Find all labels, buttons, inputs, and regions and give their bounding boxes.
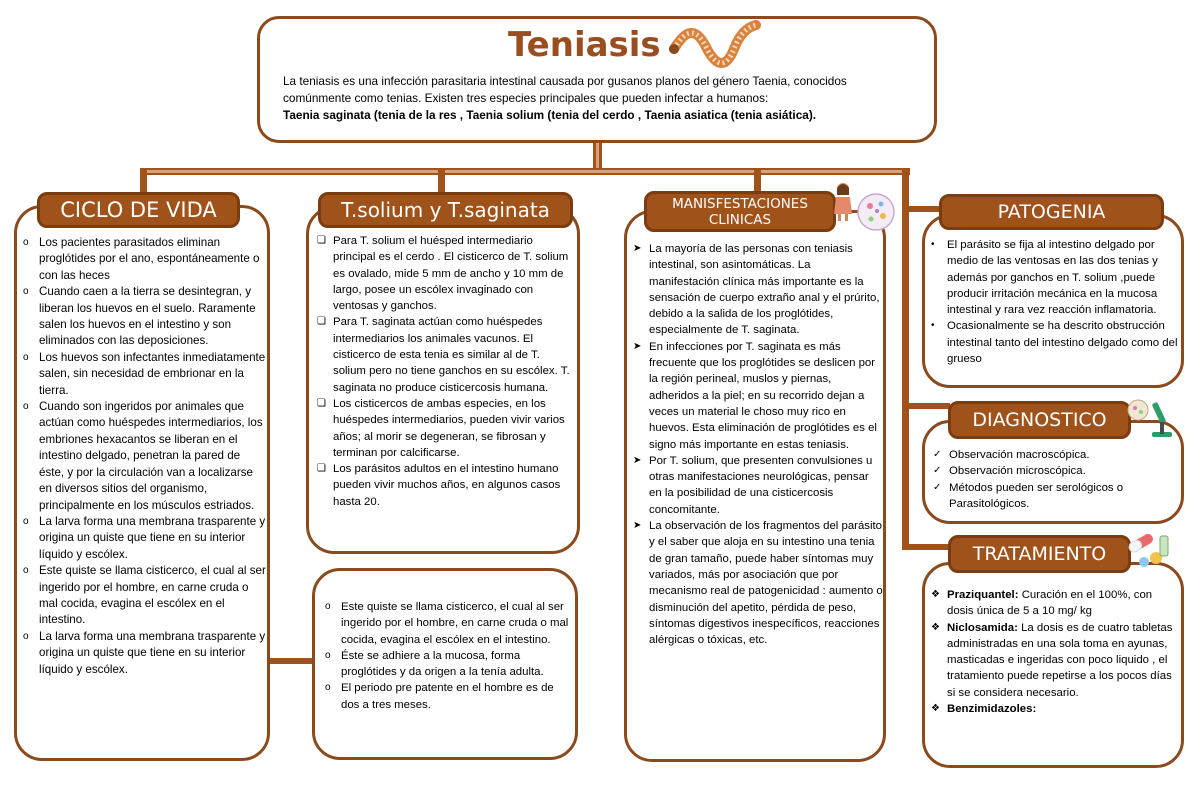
trat-box: [922, 562, 1184, 768]
ciclo-sub-link: [268, 658, 314, 664]
list-item: o El periodo pre patente en el hombre es de dos a tres meses.: [325, 682, 554, 711]
diag-list: [933, 447, 1177, 512]
drop-pato: [902, 206, 940, 212]
list-item: • Ocasionalmente se ha descrito obstrucción intestinal tanto del intestino delgado como del grueso: [931, 320, 1178, 366]
pato-header: PATOGENIA: [939, 194, 1164, 230]
list-item: ❏ Para T. saginata actúan como huéspedes intermediarios los animales vacunos. El cisticerco de esta tenia es similar al de T. solium pero no tiene ganchos en su escólex. T. saginata no produce cisticercosis humana.: [317, 316, 570, 394]
drop-right: [902, 168, 909, 550]
list-item: ❏ Los parásitos adultos en el intestino humano pueden vivir muchos años, en algunos casos hasta 20.: [317, 463, 561, 508]
patient-icon: [830, 182, 856, 222]
list-item: ➤ En infecciones por T. saginata es más frecuente que los proglótides se deslicen por la región perineal, muslos y piernas, adheridos a la piel; en su recorrido dejan a veces un material le choso muy rico en huevos. Esta eliminación de proglótides es el signo más importante en estas teniasis.: [633, 340, 877, 451]
list-item: o La larva forma una membrana trasparente y origina un quiste que tiene en su interior líquido y escólex.: [23, 514, 266, 561]
intro-line-2: comúnmente como tenias. Existen tres especies principales que pueden infectar a humanos:: [283, 91, 769, 105]
list-item: o Este quiste se llama cisticerco, el cual al ser ingerido por el hombre, en carne cruda o mal cocida, evagina el escólex en el intestino.: [23, 564, 266, 627]
solium-box: [306, 206, 580, 554]
ciclo-list: [23, 235, 267, 678]
intro-line-1: La teniasis es una infección parasitaria intestinal causada por gusanos planos del género Taenia, conocidos: [283, 74, 847, 88]
list-item: o Los pacientes parasitados eliminan proglótides por el ano, espontáneamente o con las heces: [23, 236, 260, 282]
list-item: • El parásito se fija al intestino delgado por medio de las ventosas en las dos tenias y además por ganchos en T. solium ,puede producir irritación mecánica en la mucosa intestinal y rara vez reacción inflamatoria.: [931, 239, 1158, 317]
drop-trat: [902, 544, 950, 550]
tapeworm-icon: [666, 19, 761, 79]
list-item: ❏ Los cisticercos de ambas especies, en los huéspedes intermediarios, pueden vivir varios años; al morir se degeneran, se fibrosan y terminan por calcificarse.: [317, 397, 565, 459]
list-item: ❖ Benzimidazoles:: [931, 703, 1037, 716]
pato-box: [922, 214, 1184, 388]
list-item: o Este quiste se llama cisticerco, el cual al ser ingerido por el hombre, en carne cruda o mal cocida, evagina el escólex en el intestino.: [325, 601, 569, 646]
list-item: o Los huevos son infectantes inmediatamente salen, sin necesidad de embrionar en la tierra.: [23, 350, 266, 397]
drop-solium: [438, 168, 445, 194]
branch-highlight: [143, 170, 907, 173]
list-item: o La larva forma una membrana trasparente y origina un quiste que tiene en su interior líquido y escólex.: [23, 629, 266, 676]
list-item: ➤ La mayoría de las personas con teniasis intestinal, son asintomáticas. La manifestación clínica más importante es la sensación de cuerpo extraño anal y el prúrito, debido a la salida de los proglótides, especialmente de T. saginata.: [633, 243, 880, 337]
list-item: ✓ Observación microscópica.: [933, 465, 1086, 478]
intro-box: [257, 16, 937, 143]
manif-list: [633, 241, 883, 648]
solium-sub-list: [325, 599, 569, 713]
solium-list: [317, 233, 575, 510]
species-line: Taenia saginata (tenia de la res , Taenia solium (tenia del cerdo , Taenia asiatica (tenia asiática).: [283, 108, 817, 122]
pills-icon: [1124, 528, 1174, 574]
microscope-icon: [1126, 398, 1176, 444]
manif-box: [624, 210, 886, 762]
ciclo-box: [14, 205, 270, 761]
bacteria-icon: [856, 192, 896, 232]
solium-header: T.solium y T.saginata: [318, 192, 573, 228]
trat-list: [931, 587, 1181, 717]
drop-manif: [754, 168, 761, 192]
list-item: ➤ La observación de los fragmentos del parásito y el saber que aloja en su intestino una tenia de gran tamaño, puede haber síntomas muy variados, más por asociación que por mecanismo real de patogenicidad : aumento o disminución del apetito, pérdida de peso, síntomas digestivos inespecíficos, reacciones alérgicas o tóxicas, etc.: [633, 520, 883, 647]
list-item: ❖ Praziquantel: Curación en el 100%, con dosis única de 5 a 10 mg/ kg: [931, 589, 1153, 618]
list-item: o Cuando son ingeridos por animales que actúan como huéspedes intermediarios, los embriones hexacantos se liberan en el intestino delgado, penetran la pared de éste, y por la circulación van a localizarse en diversos sitios del organismo, principalmente en los músculos estriados.: [23, 400, 263, 512]
pato-list: [931, 237, 1181, 367]
ciclo-header: CICLO DE VIDA: [37, 192, 240, 228]
list-item: ❏ Para T. solium el huésped intermediario principal es el cerdo . El cisticerco de T. solium es ovalado, mide 5 mm de ancho y 10 mm de largo, posee un escólex invaginado con ventosas y ganchos.: [317, 235, 569, 313]
page-title: Teniasis: [508, 25, 661, 65]
list-item: o Cuando caen a la tierra se desintegran, y liberan los huevos en el suelo. Raramente salen los huevos en el intestino y son eliminados con las deposiciones.: [23, 285, 256, 348]
drop-diag: [902, 403, 950, 409]
solium-sub-box: [312, 568, 578, 760]
list-item: ✓ Métodos pueden ser serológicos o Parasitológicos.: [933, 481, 1124, 510]
list-item: o Éste se adhiere a la mucosa, forma proglótides y da origen a la tenía adulta.: [325, 649, 544, 679]
diag-header: DIAGNOSTICO: [948, 401, 1131, 439]
list-item: ➤ Por T. solium, que presenten convulsiones u otras manifestaciones neurológicas, pensar en la posibilidad de una cisticercosis concomitante.: [633, 454, 873, 516]
list-item: ❖ Niclosamida: La dosis es de cuatro tabletas administradas en una sola toma en ayunas, masticadas e ingeridas con poco liquido , el tratamiento puede repetirse a los pocos días si se considera necesario.: [931, 621, 1173, 699]
list-item: ✓ Observación macroscópica.: [933, 449, 1090, 461]
trat-header: TRATAMIENTO: [948, 535, 1131, 573]
manif-header: MANISFESTACIONES CLINICAS: [644, 191, 836, 232]
